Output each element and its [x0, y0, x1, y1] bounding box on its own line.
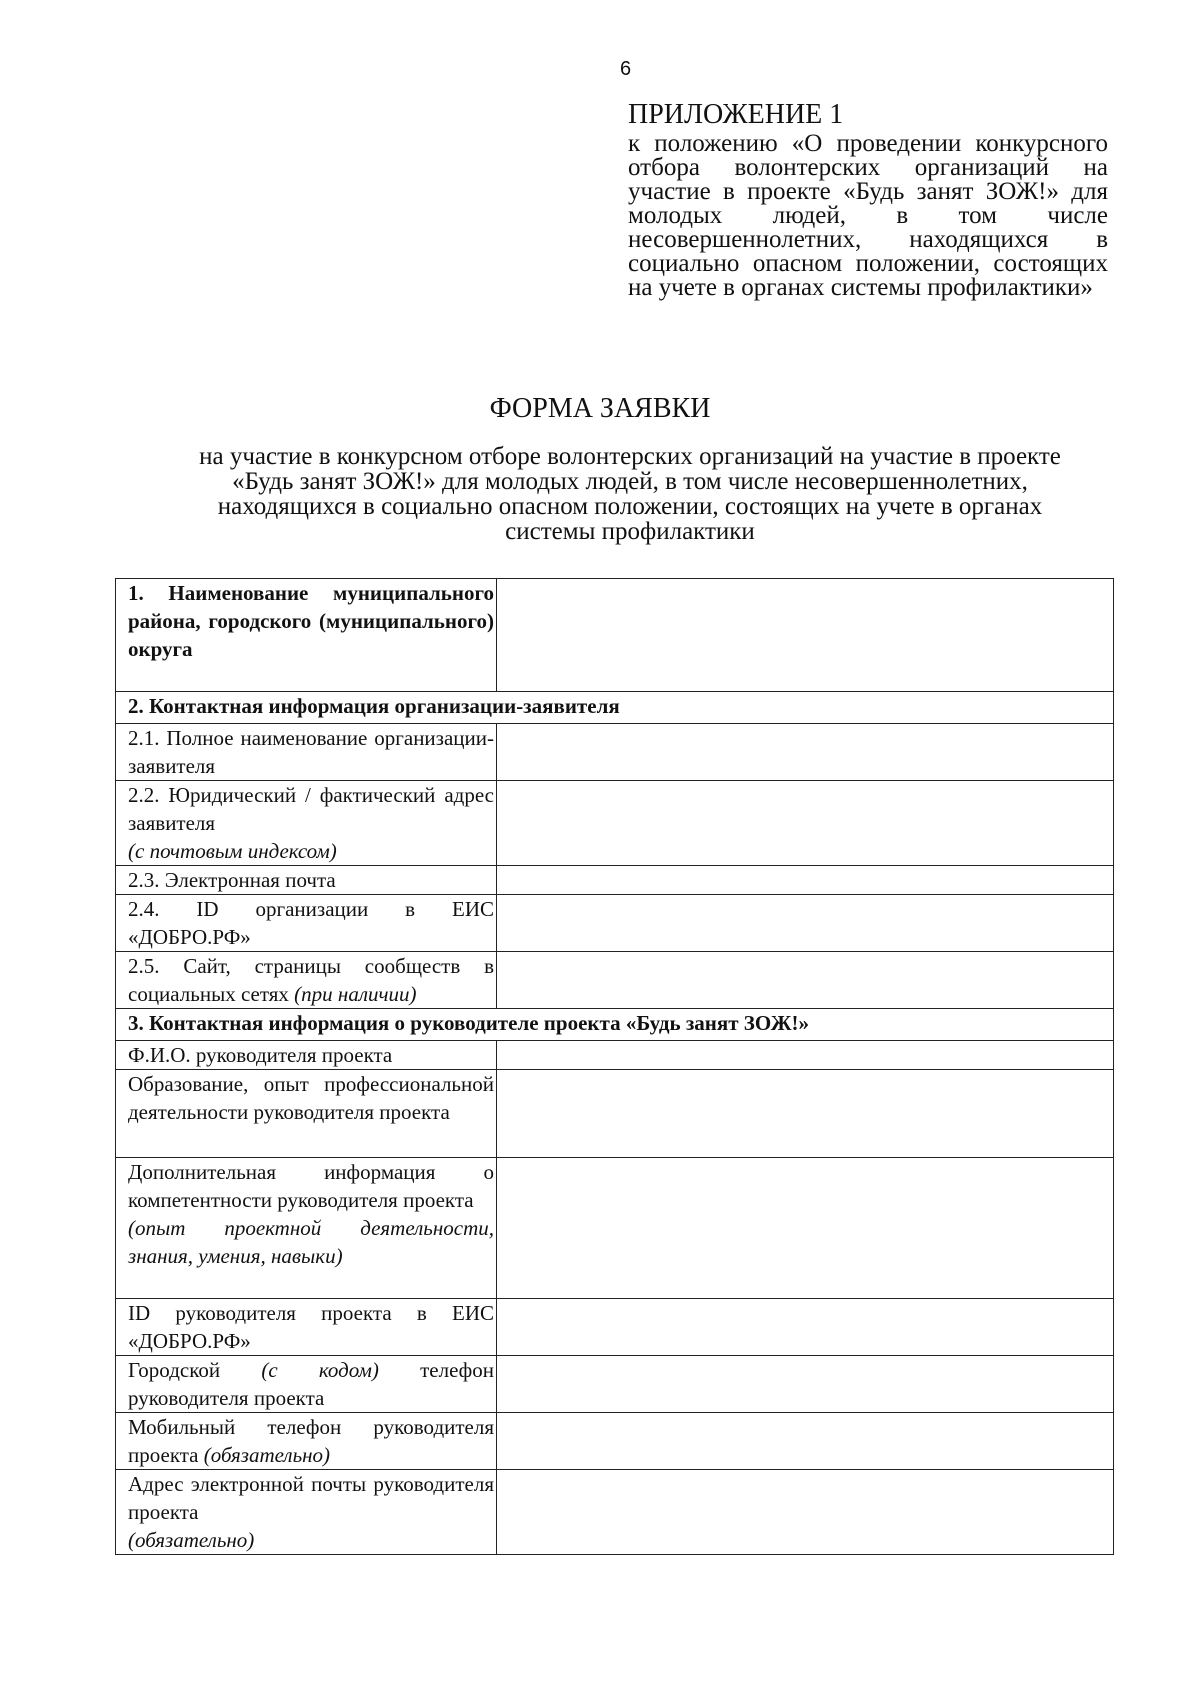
row-label-org-email: 2.3. Электронная почта	[116, 866, 497, 895]
head-email-note: (обязательно)	[128, 1528, 255, 1552]
org-address-note: (с почтовым индексом)	[128, 839, 337, 863]
row-label-head-mobile	[116, 1413, 497, 1470]
field-org-email-value[interactable]	[497, 866, 1114, 895]
table-row	[116, 1356, 1114, 1413]
table-row	[116, 1470, 1114, 1555]
table-row	[116, 724, 1114, 781]
field-district-value[interactable]	[497, 579, 1114, 692]
field-head-phone-value[interactable]	[497, 1356, 1114, 1413]
field-head-id-value[interactable]	[497, 1299, 1114, 1356]
appendix-title: ПРИЛОЖЕНИЕ 1	[628, 99, 844, 130]
application-form-table	[115, 578, 1114, 1555]
field-org-address-value[interactable]	[497, 781, 1114, 866]
form-title: ФОРМА ЗАЯВКИ	[489, 393, 711, 424]
row-label-head-id: ID руководителя проекта в ЕИС «ДОБРО.РФ»	[116, 1299, 497, 1356]
row-label-org-name: 2.1. Полное наименование организации-заявителя	[116, 724, 497, 781]
section-3-title: 3. Контактная информация о руководителе проекта «Будь занят ЗОЖ!»	[116, 1009, 1114, 1041]
field-head-extra-value[interactable]	[497, 1158, 1114, 1299]
row-label-head-email	[116, 1470, 497, 1555]
head-extra-note: (опыт проектной деятельности, знания, умения, навыки)	[128, 1216, 494, 1268]
table-row	[116, 952, 1114, 1009]
org-site-note: (при наличии)	[294, 982, 417, 1006]
field-head-mobile-value[interactable]	[497, 1413, 1114, 1470]
field-head-email-value[interactable]	[497, 1470, 1114, 1555]
form-subtitle: на участие в конкурсном отборе волонтерских организаций на участие в проекте «Будь занят ЗОЖ!» для молодых людей, в том числе несовершеннолетних, находящихся в социально опасном положении, состоящих на учете в органах системы профилактики	[199, 443, 1061, 545]
table-row	[116, 781, 1114, 866]
row-label-district: 1. Наименование муниципального района, городского (муниципального) округа	[116, 579, 497, 692]
row-label-head-education: Образование, опыт профессиональной деятельности руководителя проекта	[116, 1070, 497, 1158]
head-phone-label-a: Городской	[128, 1358, 221, 1382]
table-row	[116, 1158, 1114, 1299]
section-header-project-head	[116, 1009, 1114, 1041]
head-extra-label: Дополнительная информация о компетентности руководителя проекта	[128, 1160, 494, 1212]
table-row	[116, 579, 1114, 692]
appendix-text: к положению «О проведении конкурсного отбора волонтерских организаций на участие в проекте «Будь занят ЗОЖ!» для молодых людей, в том числе несовершеннолетних, находящихся в социально опасном положении, состоящих на учете в органах системы профилактики»	[628, 130, 1108, 301]
head-email-label: Адрес электронной почты руководителя проекта	[128, 1472, 494, 1524]
row-label-head-name: Ф.И.О. руководителя проекта	[116, 1041, 497, 1070]
field-head-education-value[interactable]	[497, 1070, 1114, 1158]
table-row	[116, 1299, 1114, 1356]
field-org-id-value[interactable]	[497, 895, 1114, 952]
head-phone-note: (с кодом)	[261, 1358, 379, 1382]
row-label-org-address	[116, 781, 497, 866]
section-header-organization	[116, 692, 1114, 724]
table-row	[116, 895, 1114, 952]
table-row	[116, 1041, 1114, 1070]
row-label-head-phone	[116, 1356, 497, 1413]
row-label-head-extra	[116, 1158, 497, 1299]
org-address-label: 2.2. Юридический / фактический адрес заявителя	[128, 783, 494, 835]
section-2-title: 2. Контактная информация организации-заявителя	[116, 692, 1114, 724]
field-head-name-value[interactable]	[497, 1041, 1114, 1070]
head-mobile-label: Мобильный телефон руководителя проекта	[128, 1415, 494, 1467]
table-row	[116, 866, 1114, 895]
field-org-name-value[interactable]	[497, 724, 1114, 781]
field-org-site-value[interactable]	[497, 952, 1114, 1009]
page-number: 6	[620, 58, 632, 80]
head-phone-label-b: телефон руководителя проекта	[128, 1358, 495, 1410]
table-row	[116, 1070, 1114, 1158]
table-row	[116, 1413, 1114, 1470]
appendix-block	[628, 100, 1108, 300]
org-site-label: 2.5. Сайт, страницы сообществ в социальных сетях	[128, 954, 494, 1006]
row-label-org-id: 2.4. ID организации в ЕИС «ДОБРО.РФ»	[116, 895, 497, 952]
head-mobile-note: (обязательно)	[203, 1443, 331, 1467]
row-label-org-site	[116, 952, 497, 1009]
